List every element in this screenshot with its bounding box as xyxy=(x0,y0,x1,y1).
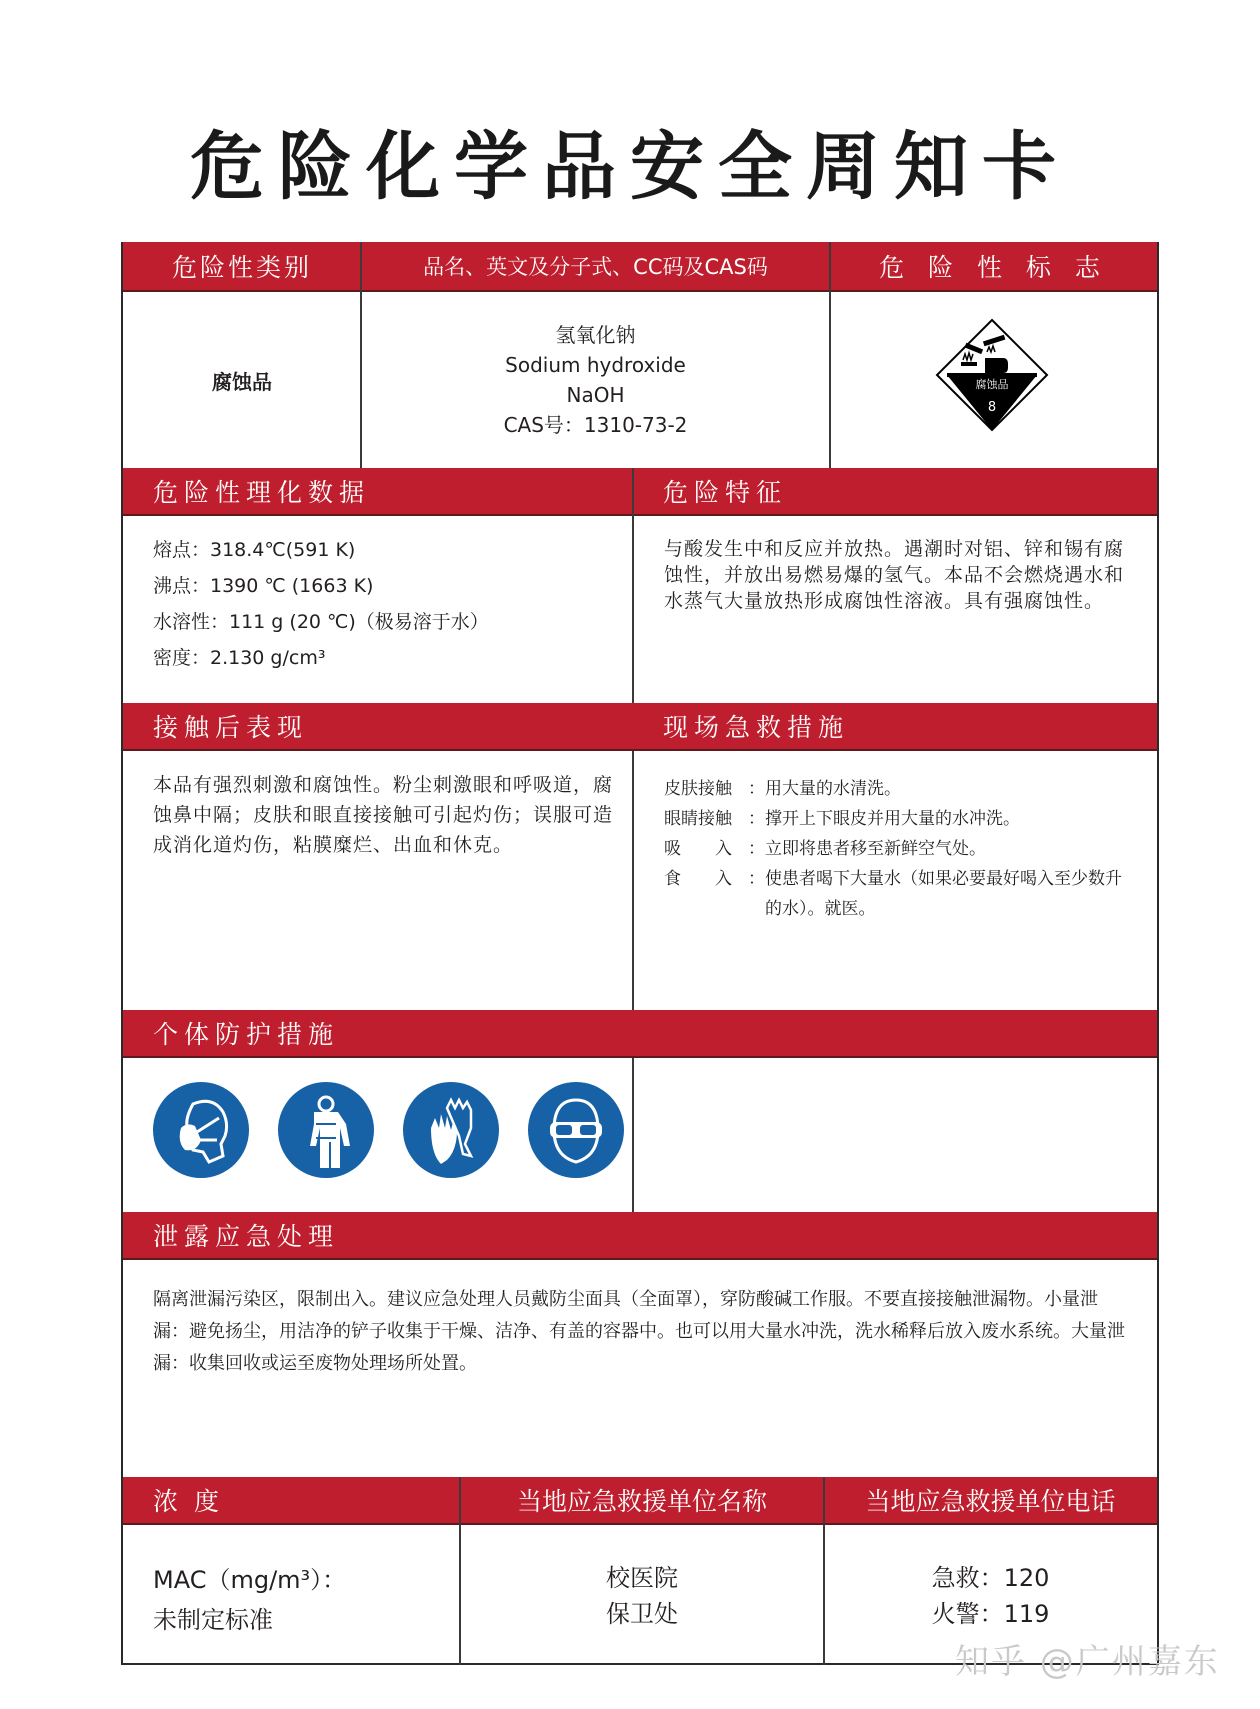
first-aid-label: 食 入 xyxy=(664,869,732,889)
section-title: 现场急救措施 xyxy=(663,713,850,742)
hazard-class-cell xyxy=(123,292,361,468)
spill-body: 隔离泄漏污染区，限制出入。建议应急处理人员戴防尘面具（全面罩），穿防酸碱工作服。不要直接接触泄漏物。小量泄漏：避免扬尘，用洁净的铲子收集于干燥、洁净、有盖的容器中。也可以用大量水冲洗，洗水稀释后放入废水系统。大量泄漏：收集回收或运至废物处理场所处置。 xyxy=(153,1289,1125,1374)
first-aid-body xyxy=(664,774,1144,924)
hazard-sign-label: 腐蚀品 xyxy=(975,378,1009,391)
fire-phone: 火警：119 xyxy=(931,1600,1050,1628)
first-aid-label: 眼睛接触 xyxy=(664,809,732,829)
emergency-phone: 急救：120 xyxy=(931,1564,1050,1592)
first-aid-text: 用大量的水清洗。 xyxy=(765,779,901,799)
section-title: 泄露应急处理 xyxy=(153,1222,340,1251)
header-rescue-phone xyxy=(824,1477,1157,1525)
header-hazard-sign xyxy=(830,242,1157,292)
product-cas: CAS号：1310-73-2 xyxy=(503,413,688,437)
column-divider xyxy=(632,468,634,1242)
first-aid-label: 吸 入 xyxy=(664,839,732,859)
first-aid-item: 吸 入 ： 立即将患者移至新鲜空气处。 xyxy=(664,834,1144,864)
hazard-features-header xyxy=(633,468,1157,516)
first-aid-item: 眼睛接触 ： 撑开上下眼皮并用大量的水冲洗。 xyxy=(664,804,1144,834)
section-title: 接触后表现 xyxy=(153,713,309,742)
header-product-info xyxy=(361,242,830,292)
spill-header xyxy=(123,1212,1157,1260)
rescue-unit: 校医院 xyxy=(606,1564,678,1592)
product-name-en: Sodium hydroxide xyxy=(505,353,686,377)
header-label: 品名、英文及分子式、CC码及CAS码 xyxy=(423,255,768,279)
header-label: 危险性类别 xyxy=(171,253,312,282)
first-aid-text: 使患者喝下大量水（如果必要最好喝入至少数升的水）。就医。 xyxy=(765,869,1122,919)
ppe-header xyxy=(123,1010,1157,1058)
safety-goggles-icon xyxy=(528,1082,624,1178)
density: 密度：2.130 g/cm³ xyxy=(153,647,326,669)
hazard-features-body: 与酸发生中和反应并放热。遇潮时对铝、锌和锡有腐蚀性，并放出易燃易爆的氢气。本品不会燃烧遇水和水蒸气大量放热形成腐蚀性溶液。具有强腐蚀性。 xyxy=(664,538,1125,612)
first-aid-header xyxy=(633,703,1157,751)
safety-card xyxy=(121,242,1159,1665)
header-label: 危 险 性 标 志 xyxy=(879,253,1108,282)
first-aid-text: 立即将患者移至新鲜空气处。 xyxy=(765,839,986,859)
page-title: 危险化学品安全周知卡 xyxy=(190,124,1070,210)
product-name-cn: 氢氧化钠 xyxy=(555,323,636,347)
mac-label: MAC（mg/m³）： xyxy=(153,1566,347,1594)
hazard-class-number: 8 xyxy=(987,400,997,415)
header-rescue-unit xyxy=(460,1477,824,1525)
protective-gloves-icon xyxy=(403,1082,499,1178)
section-title: 危险特征 xyxy=(663,478,788,507)
concentration-cell xyxy=(153,1560,453,1640)
product-info-cell xyxy=(361,292,830,468)
rescue-unit: 保卫处 xyxy=(606,1600,678,1628)
corrosive-diamond-icon xyxy=(935,318,1049,432)
product-formula: NaOH xyxy=(566,383,625,407)
watermark: 知乎 @广州嘉东 xyxy=(955,1642,1220,1682)
rescue-unit-cell xyxy=(460,1560,824,1632)
header-hazard-class xyxy=(123,242,361,292)
physchem-header xyxy=(123,468,633,516)
header-label: 当地应急救援单位电话 xyxy=(865,1487,1116,1516)
protective-suit-icon xyxy=(278,1082,374,1178)
first-aid-item: 皮肤接触 ： 用大量的水清洗。 xyxy=(664,774,1144,804)
exposure-body: 本品有强烈刺激和腐蚀性。粉尘刺激眼和呼吸道，腐蚀鼻中隔；皮肤和眼直接接触可引起灼伤；误服可造成消化道灼伤，粘膜糜烂、出血和休克。 xyxy=(153,774,614,856)
physchem-body xyxy=(153,532,613,676)
first-aid-text: 撑开上下眼皮并用大量的水冲洗。 xyxy=(765,809,1020,829)
respirator-mask-icon xyxy=(153,1082,249,1178)
water-solubility: 水溶性：111 g (20 ℃)（极易溶于水） xyxy=(153,611,489,633)
first-aid-item: 食 入 ： 使患者喝下大量水（如果必要最好喝入至少数升的水）。就医。 xyxy=(664,864,1144,924)
first-aid-label: 皮肤接触 xyxy=(664,779,732,799)
section-title: 个体防护措施 xyxy=(153,1020,340,1049)
section-title: 危险性理化数据 xyxy=(153,478,371,507)
header-concentration xyxy=(123,1477,460,1525)
rescue-phone-cell xyxy=(824,1560,1157,1632)
boiling-point: 沸点：1390 ℃ (1663 K) xyxy=(153,575,374,597)
melting-point: 熔点：318.4℃(591 K) xyxy=(153,539,356,561)
exposure-header xyxy=(123,703,633,751)
header-label: 当地应急救援单位名称 xyxy=(516,1487,767,1516)
hazard-class-value: 腐蚀品 xyxy=(212,369,272,394)
hazard-sign-cell xyxy=(830,292,1157,468)
header-label: 浓 度 xyxy=(153,1487,223,1516)
mac-value: 未制定标准 xyxy=(153,1606,273,1634)
